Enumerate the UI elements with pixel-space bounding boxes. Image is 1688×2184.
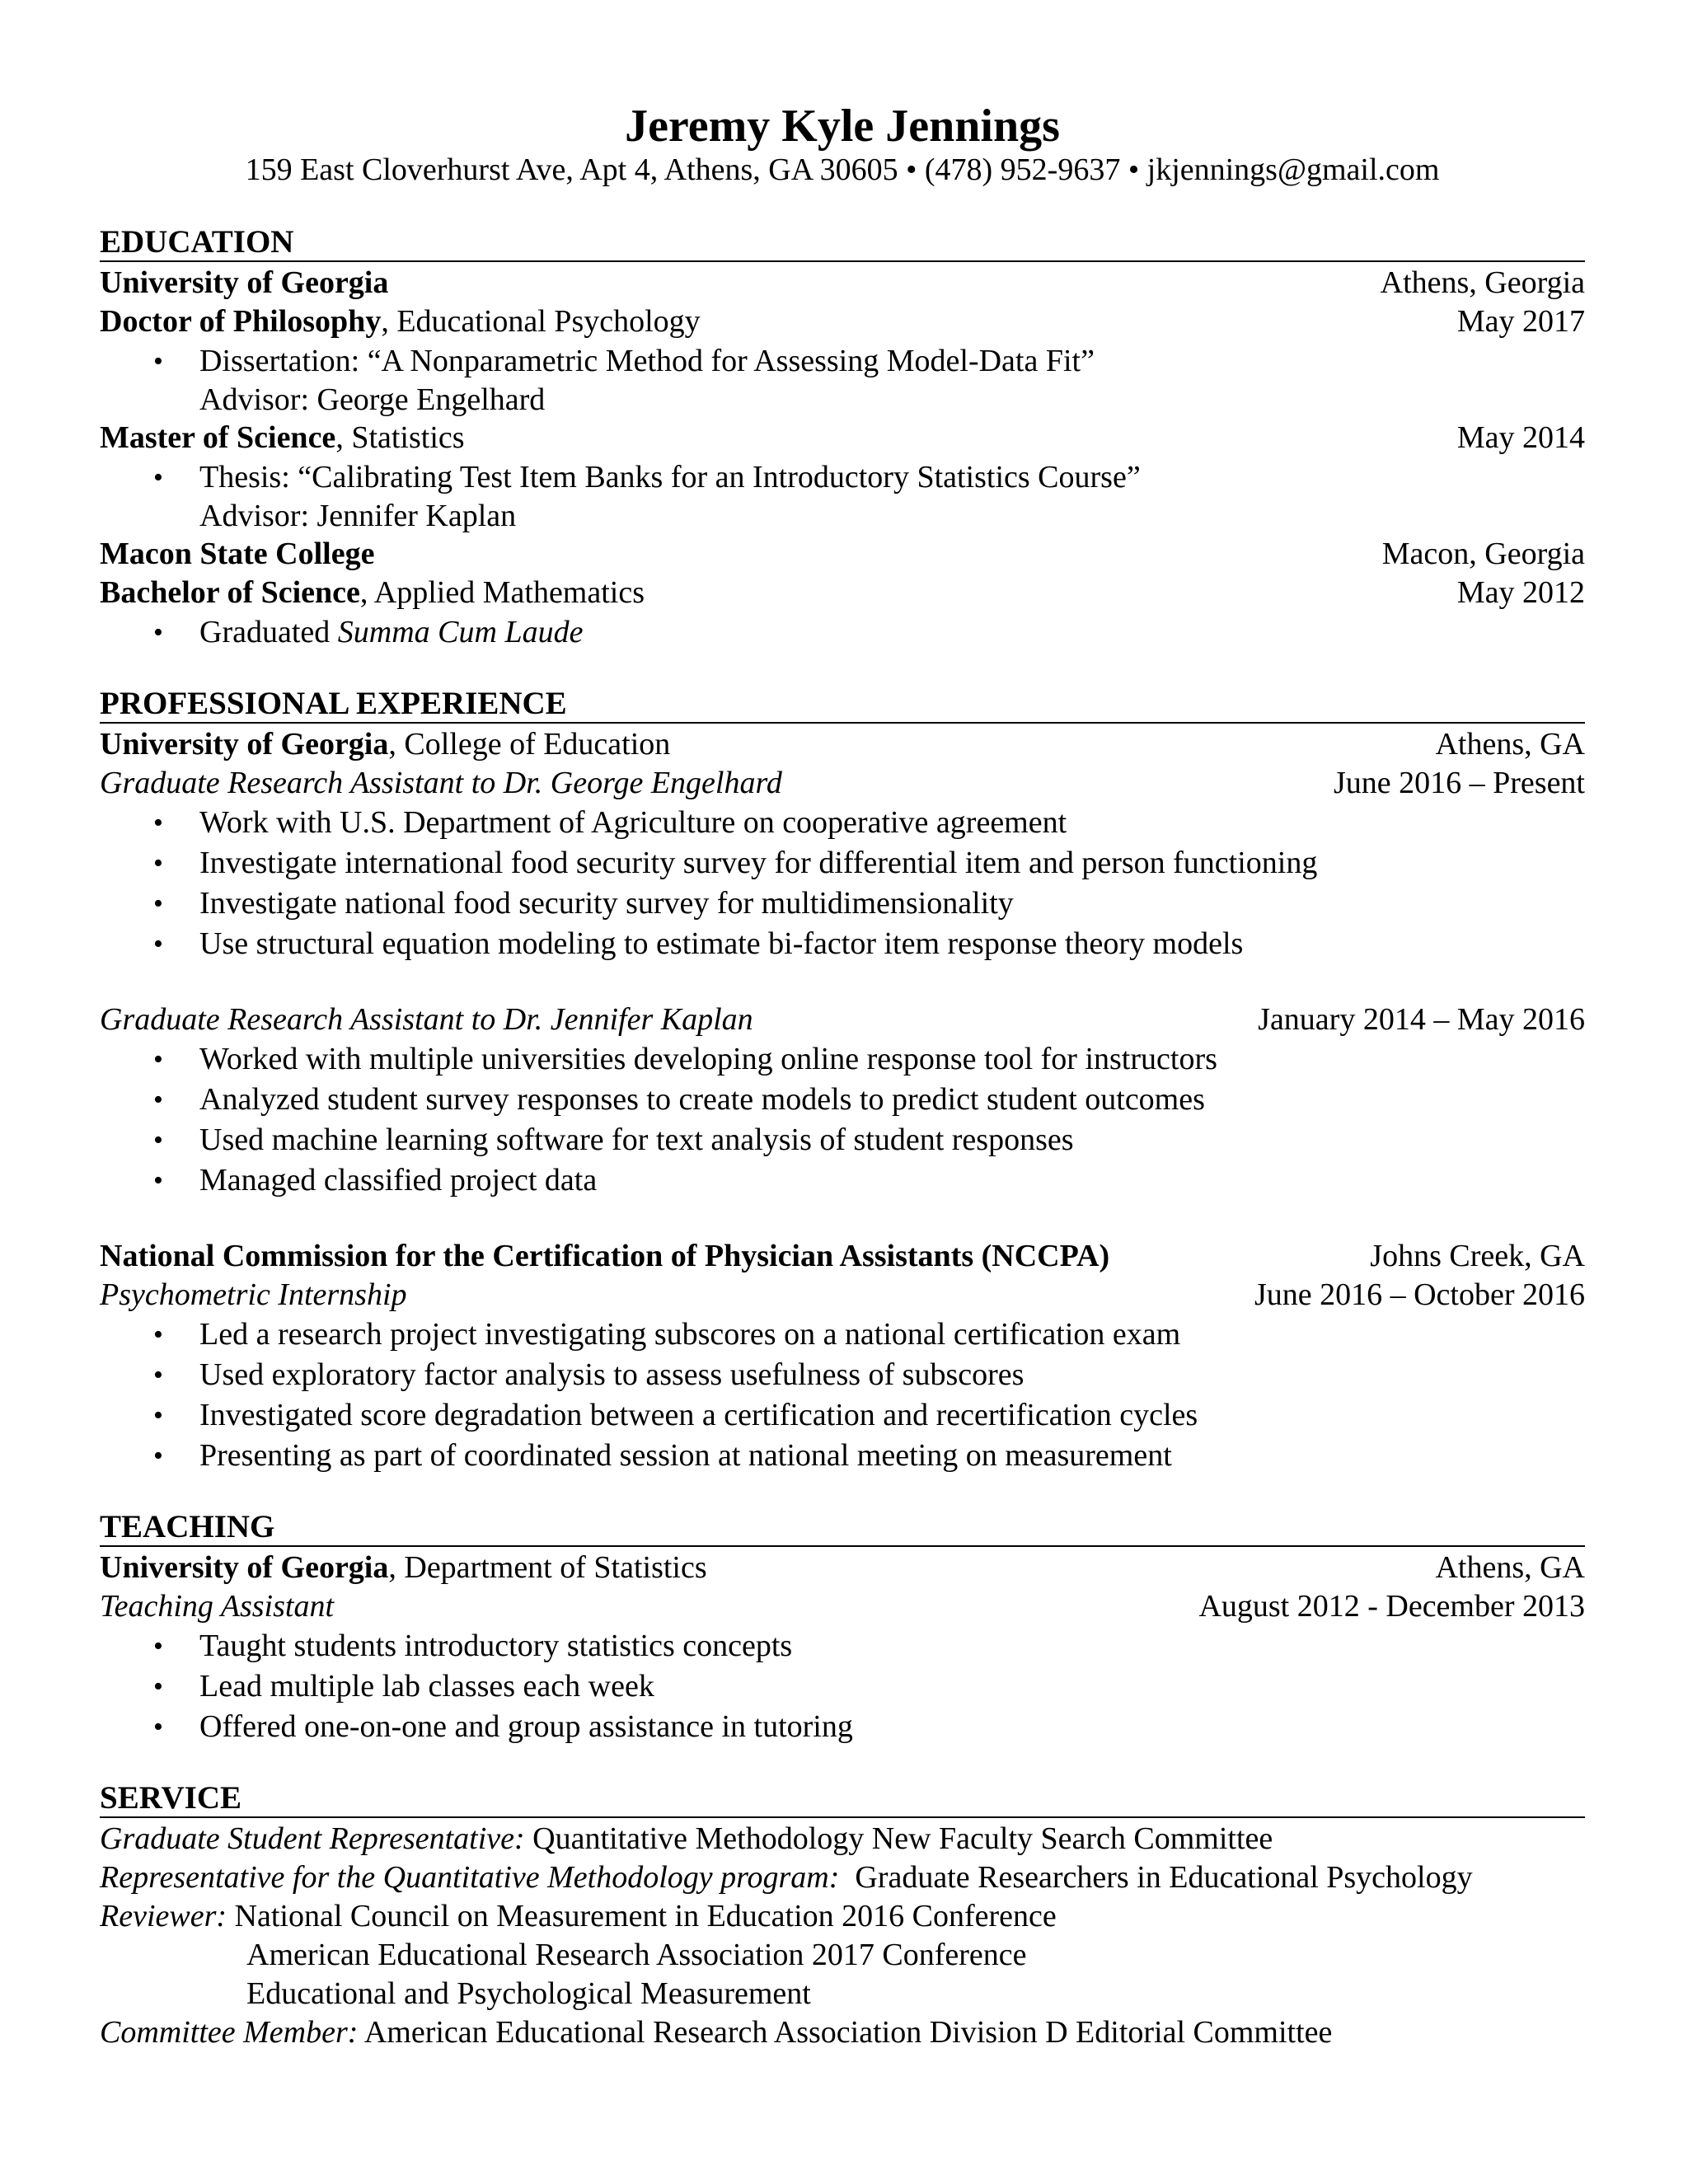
spacer [100,1201,1585,1237]
list-item: • Worked with multiple universities developing online response tool for instructors [100,1039,1585,1080]
edu-ms-field: , Statistics [335,420,465,455]
list-item: • Used machine learning software for text analysis of student responses [100,1120,1585,1160]
education-section [100,224,1585,653]
list-item: • Presenting as part of coordinated session at national meeting on measurement [100,1436,1585,1476]
edu-bs-degree: Bachelor of Science [100,575,360,610]
edu-bs-bullets [100,612,1585,653]
bullet-icon: • [153,1712,163,1742]
spacer [100,964,1585,1001]
edu-macon-school: Macon State College [100,537,375,571]
experience-section [100,686,1585,1476]
list-item: • Investigate international food security survey for differential item and person functioning [100,843,1585,883]
svc-prog-label: Representative for the Quantitative Methodology program: [100,1860,840,1895]
list-item: • Graduated Summa Cum Laude [100,612,1585,653]
edu-ms-bullets [100,457,1585,498]
edu-bs-field: , Applied Mathematics [359,575,645,610]
exp-nccpa-dates: June 2016 – October 2016 [1254,1277,1585,1312]
section-title-teaching: TEACHING [100,1509,1585,1547]
bullet-icon: • [153,848,163,879]
bullet-icon: • [153,1360,163,1390]
exp-role1-dates: June 2016 – Present [1333,766,1585,800]
teach-role-row [100,1587,1585,1626]
edu-macon-row [100,535,1585,574]
bullet-icon: • [153,888,163,919]
edu-uga-school: University of Georgia [100,265,389,300]
teach-dept: , Department of Statistics [388,1550,707,1585]
exp-role2-title: Graduate Research Assistant to Dr. Jennifer Kaplan [100,1002,753,1037]
exp-role2-dates: January 2014 – May 2016 [1258,1002,1585,1037]
exp-role2-row [100,1001,1585,1039]
list-item: • Investigated score degradation between a certification and recertification cycles [100,1395,1585,1436]
edu-phd-field: , Educational Psychology [381,304,701,339]
svc-reviewer-label: Reviewer: [100,1899,227,1933]
edu-uga-row [100,264,1585,302]
edu-bs-date: May 2012 [1456,575,1585,610]
list-item: • Lead multiple lab classes each week [100,1666,1585,1707]
bullet-icon: • [153,1085,163,1115]
svc-prog-value: Graduate Researchers in Educational Psychology [839,1860,1473,1895]
list-item: • Managed classified project data [100,1160,1585,1201]
teach-org-row [100,1549,1585,1587]
bullet-icon: • [153,346,163,377]
exp-nccpa-org: National Commission for the Certification of Physician Assistants (NCCPA) [100,1239,1110,1273]
list-item: • Thesis: “Calibrating Test Item Banks for an Introductory Statistics Course” [100,457,1585,498]
svc-prog-line [100,1858,1585,1897]
list-item: • Taught students introductory statistics concepts [100,1626,1585,1666]
honor-text: Summa Cum Laude [337,615,584,649]
bullet-icon: • [153,1400,163,1431]
exp-role1-row [100,764,1585,803]
section-title-education: EDUCATION [100,224,1585,262]
edu-macon-location: Macon, Georgia [1381,537,1585,571]
edu-ms-row [100,419,1585,457]
edu-ms-advisor: Advisor: Jennifer Kaplan [199,499,517,533]
exp-nccpa-row [100,1237,1585,1276]
list-item: • Investigate national food security survey for multidimensionality [100,883,1585,924]
teach-role: Teaching Assistant [100,1589,334,1624]
edu-phd-row [100,302,1585,341]
exp-nccpa-role-row [100,1276,1585,1315]
list-item: • Used exploratory factor analysis to assess usefulness of subscores [100,1355,1585,1395]
edu-phd-advisor: Advisor: George Engelhard [199,382,546,417]
service-section [100,1780,1585,2052]
exp-nccpa-location: Johns Creek, GA [1370,1239,1585,1273]
exp-uga-org: University of Georgia [100,727,389,762]
exp-nccpa-bullets [100,1315,1585,1476]
list-item: • Dissertation: “A Nonparametric Method for Assessing Model-Data Fit” [100,341,1585,382]
svc-committee-line [100,2013,1585,2052]
edu-ms-date: May 2014 [1456,420,1585,455]
svc-reviewer-more-1: American Educational Research Association 2017 Conference [246,1938,1027,1972]
edu-phd-date: May 2017 [1456,304,1585,339]
bullet-icon: • [153,1165,163,1196]
list-item: • Analyzed student survey responses to create models to predict student outcomes [100,1080,1585,1120]
teaching-section [100,1509,1585,1747]
edu-bs-row [100,574,1585,612]
edu-phd-bullets [100,341,1585,382]
list-item: • Use structural equation modeling to estimate bi-factor item response theory models [100,924,1585,964]
svc-committee-label: Committee Member: [100,2015,359,2050]
bullet-icon: • [153,462,163,493]
exp-role1-bullets [100,803,1585,964]
edu-phd-degree: Doctor of Philosophy [100,304,382,339]
teach-dates: August 2012 - December 2013 [1198,1589,1585,1624]
bullet-icon: • [153,929,163,959]
exp-nccpa-role: Psychometric Internship [100,1277,407,1312]
teach-bullets [100,1626,1585,1747]
bullet-icon: • [153,1671,163,1702]
bullet-icon: • [153,617,163,648]
svc-reviewer-more-2: Educational and Psychological Measurement [246,1976,811,2011]
edu-uga-location: Athens, Georgia [1380,265,1585,300]
resume-name: Jeremy Kyle Jennings [625,101,1060,152]
exp-role2-bullets [100,1039,1585,1201]
list-item: • Led a research project investigating subscores on a national certification exam [100,1315,1585,1355]
list-item: • Work with U.S. Department of Agriculture on cooperative agreement [100,803,1585,843]
edu-ms-degree: Master of Science [100,420,336,455]
svc-rep-value: Quantitative Methodology New Faculty Search Committee [524,1821,1273,1856]
bullet-icon: • [153,1044,163,1075]
bullet-icon: • [153,808,163,838]
section-title-experience: PROFESSIONAL EXPERIENCE [100,686,1585,724]
teach-location: Athens, GA [1435,1550,1585,1585]
exp-uga-row [100,725,1585,764]
svc-rep-label: Graduate Student Representative: [100,1821,525,1856]
exp-role1-title: Graduate Research Assistant to Dr. George Engelhard [100,766,782,800]
section-title-service: SERVICE [100,1780,1585,1818]
svc-reviewer-line [100,1897,1585,1936]
bullet-icon: • [153,1125,163,1155]
bullet-icon: • [153,1631,163,1661]
list-item: • Offered one-on-one and group assistance in tutoring [100,1707,1585,1747]
svc-rep-line [100,1820,1585,1858]
svc-reviewer-value: National Council on Measurement in Education 2016 Conference [227,1899,1057,1933]
contact-line: 159 East Cloverhurst Ave, Apt 4, Athens, GA 30605 • (478) 952-9637 • jkjennings@gmail.com [245,152,1440,187]
bullet-icon: • [153,1441,163,1471]
teach-org: University of Georgia [100,1550,389,1585]
svc-committee-value: American Educational Research Association Division D Editorial Committee [358,2015,1333,2050]
exp-uga-dept: , College of Education [388,727,671,762]
exp-uga-location: Athens, GA [1435,727,1585,762]
bullet-icon: • [153,1319,163,1350]
